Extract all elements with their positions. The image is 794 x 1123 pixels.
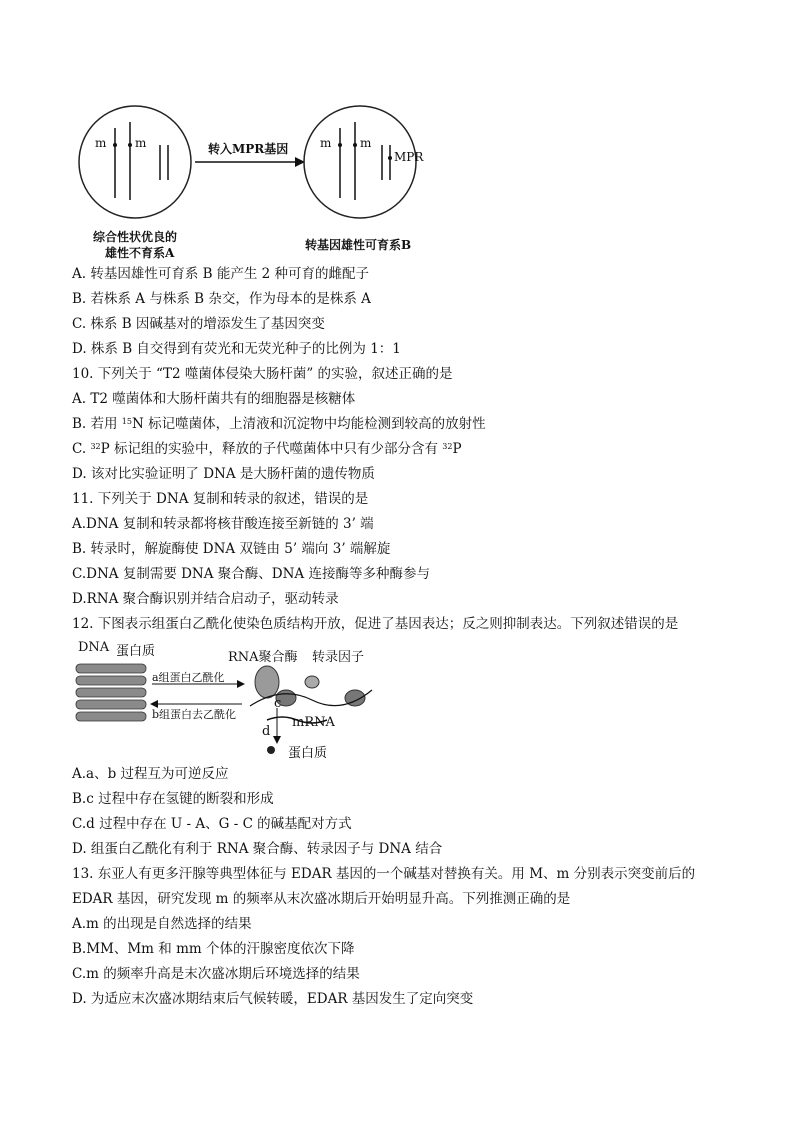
arrow-label: 转入MPR基因	[208, 142, 289, 156]
chromosome-figure	[75, 100, 435, 260]
rna-polymerase-label: RNA聚合酶	[228, 650, 298, 665]
gene-label-m1: m	[95, 136, 107, 150]
gene-label-m2: m	[135, 136, 147, 150]
caption-b: 转基因雄性可育系B	[305, 238, 412, 252]
caption-a-line2: 雄性不育系A	[105, 246, 175, 260]
q13-stem-line2: EDAR 基因，研究发现 m 的频率从末次盛冰期后开始明显升高。下列推测正确的是	[72, 891, 571, 907]
q13-option-d: D. 为适应末次盛冰期结束后气候转暖，EDAR 基因发生了定向突变	[72, 991, 474, 1007]
transcription-factor-label: 转录因子	[312, 650, 365, 665]
dna-label: DNA	[78, 640, 110, 655]
q11-stem: 11. 下列关于 DNA 复制和转录的叙述，错误的是	[72, 491, 369, 507]
q10-stem: 10. 下列关于 “T2 噬菌体侵染大肠杆菌” 的实验，叙述正确的是	[72, 366, 453, 382]
q9-option-c: C. 株系 B 因碱基对的增添发生了基因突变	[72, 316, 325, 332]
histone-label: 蛋白质	[116, 644, 156, 659]
q12-option-b: B.c 过程中存在氢键的断裂和形成	[72, 791, 274, 807]
q13-option-a: A.m 的出现是自然选择的结果	[72, 916, 252, 932]
process-d-label: d	[262, 724, 271, 739]
q12-option-d: D. 组蛋白乙酰化有利于 RNA 聚合酶、转录因子与 DNA 结合	[72, 841, 443, 857]
q9-option-d: D. 株系 B 自交得到有荧光和无荧光种子的比例为 1：1	[72, 341, 401, 357]
gene-label-m3: m	[320, 136, 332, 150]
chromatin-figure	[72, 640, 392, 761]
gene-label-mpr: MPR	[394, 150, 424, 164]
q10-option-d: D. 该对比实验证明了 DNA 是大肠杆菌的遗传物质	[72, 466, 375, 482]
q10-option-a: A. T2 噬菌体和大肠杆菌共有的细胞器是核糖体	[72, 391, 356, 407]
q11-option-b: B. 转录时，解旋酶使 DNA 双链由 5’ 端向 3’ 端解旋	[72, 541, 391, 557]
q10-option-c: C. $^{32}$P 标记组的实验中，释放的子代噬菌体中只有少部分含有 $^{32}$P	[72, 441, 462, 457]
q11-option-d: D.RNA 聚合酶识别并结合启动子，驱动转录	[72, 591, 339, 607]
q13-option-c: C.m 的频率升高是末次盛冰期后环境选择的结果	[72, 966, 360, 982]
q11-option-c: C.DNA 复制需要 DNA 聚合酶、DNA 连接酶等多种酶参与	[72, 566, 430, 582]
q9-option-b: B. 若株系 A 与株系 B 杂交，作为母本的是株系 A	[72, 291, 371, 307]
process-c-label: c	[274, 696, 282, 711]
protein-label: 蛋白质	[288, 746, 328, 761]
deacetylation-arrow-label: b组蛋白去乙酰化	[152, 708, 237, 721]
q10-option-b: B. 若用 $^{15}$N 标记噬菌体，上清液和沉淀物中均能检测到较高的放射性	[72, 416, 486, 432]
mrna-label: mRNA	[292, 715, 335, 730]
caption-a-line1: 综合性状优良的	[93, 230, 178, 244]
q12-option-c: C.d 过程中存在 U - A、G - C 的碱基配对方式	[72, 816, 352, 832]
gene-label-m4: m	[360, 136, 372, 150]
q13-option-b: B.MM、Mm 和 mm 个体的汗腺密度依次下降	[72, 941, 355, 957]
q9-option-a: A. 转基因雄性可育系 B 能产生 2 种可育的雌配子	[72, 266, 370, 282]
q11-option-a: A.DNA 复制和转录都将核苷酸连接至新链的 3’ 端	[72, 516, 374, 532]
q12-option-a: A.a、b 过程互为可逆反应	[72, 766, 229, 782]
cell-circle-a	[79, 106, 191, 218]
q12-stem: 12. 下图表示组蛋白乙酰化使染色质结构开放，促进了基因表达；反之则抑制表达。下列叙述错误的是	[72, 616, 679, 632]
acetylation-arrow-label: a组蛋白乙酰化	[152, 671, 225, 684]
q13-stem-line1: 13. 东亚人有更多汗腺等典型体征与 EDAR 基因的一个碱基对替换有关。用 M、m 分别表示突变前后的	[72, 866, 696, 882]
